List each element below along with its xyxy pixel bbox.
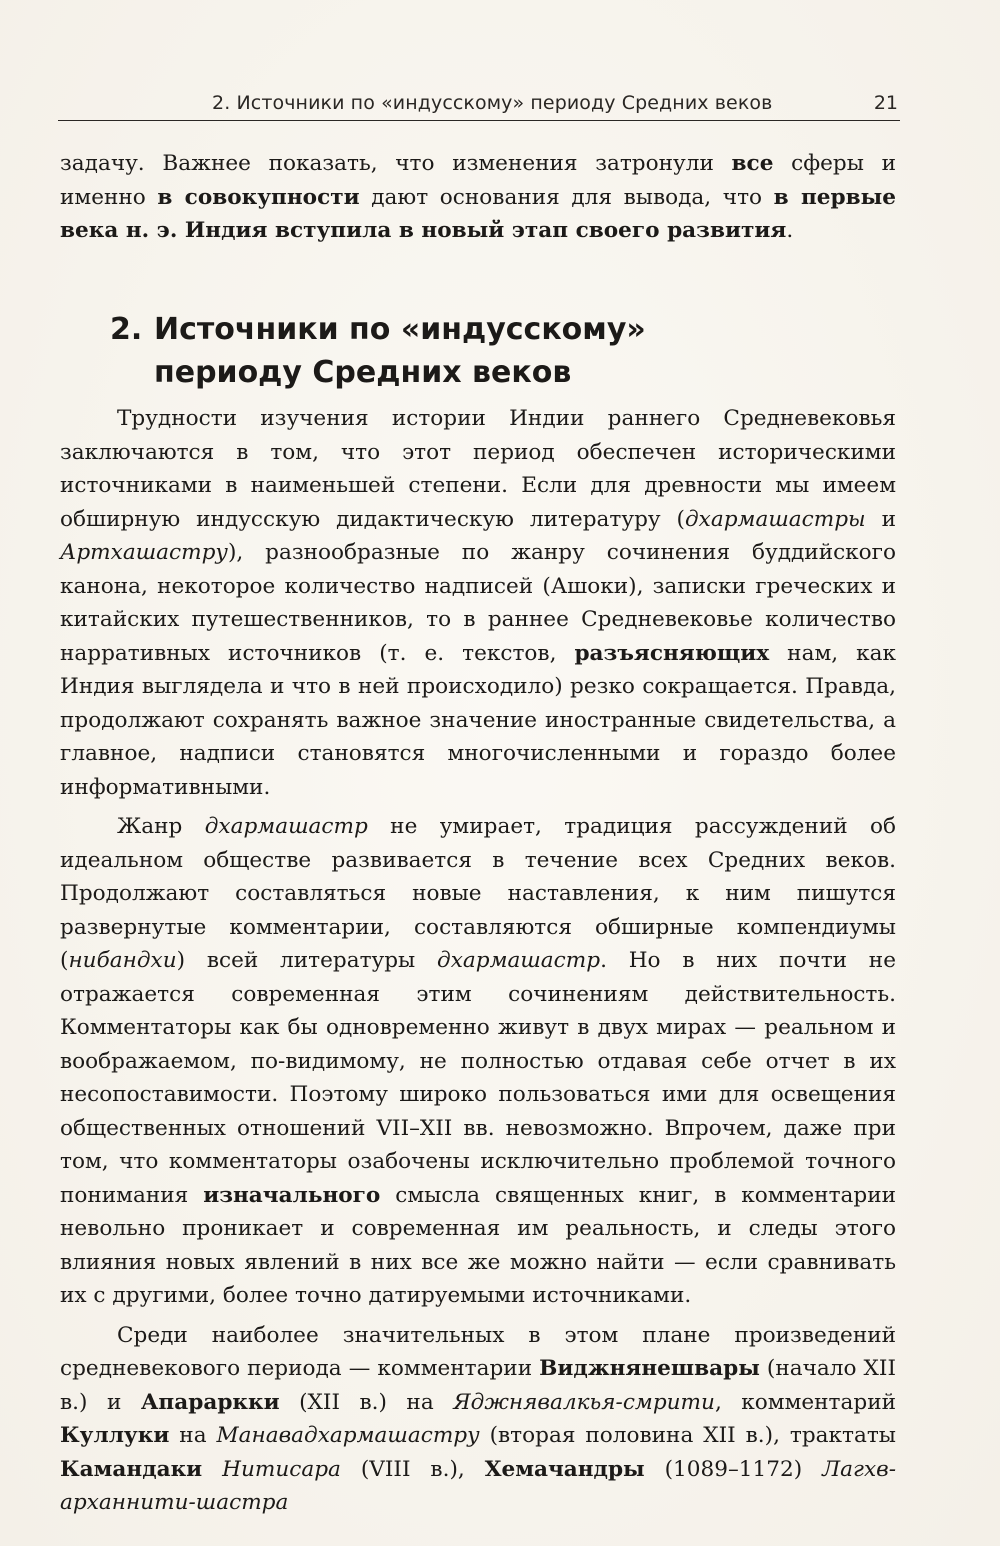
bold-term: Куллуки (60, 1423, 170, 1448)
lead-paragraph-block (60, 147, 896, 248)
paragraph-2 (60, 810, 896, 1313)
italic-term: нибандхи (68, 948, 177, 973)
section-heading (110, 308, 810, 394)
section-body (60, 402, 896, 1520)
italic-term: Артхашастру (60, 540, 228, 565)
text-run: ), разнообразные по жанру сочинения буддийского канона, некоторое количество надписей (Ашоки), записки греческих и китайских путешественников, то в раннее Средневековье количество нарративных источников (т. е. текстов, (60, 540, 896, 666)
text-run: (начало XII в.) и (60, 1356, 896, 1415)
paragraph-1 (60, 402, 896, 804)
italic-term: Манавадхармашастру (216, 1423, 480, 1448)
italic-term: дхармашастры (684, 506, 866, 532)
text-run: Трудности изучения истории Индии раннего Средневековья заключаются в том, что этот период обеспечен историческими источниками в наименьшей степени. Если для древности мы имеем обширную индусскую дидактическую литературу ( (60, 406, 896, 532)
page-number: 21 (873, 92, 898, 114)
text-run: , комментарий (714, 1389, 896, 1415)
bold-term: Виджнянешвары (539, 1356, 760, 1381)
paragraph-3 (60, 1319, 896, 1520)
section-number: 2. (110, 312, 143, 347)
text-run: (VIII в.), (340, 1456, 485, 1482)
bold-term: разъясняющих (574, 640, 770, 666)
section-title-line-2: периоду Средних веков (154, 355, 572, 390)
italic-term: дхармашастр (437, 948, 601, 973)
text-run: Среди наиболее значительных в этом плане произведений средневекового периода — комментарии (60, 1322, 896, 1381)
text-run: дают основания для вывода, что (359, 184, 774, 210)
text-run: задачу. Важнее показать, что изменения затронули (60, 151, 732, 176)
text-run: на (169, 1423, 217, 1448)
text-run: и (865, 506, 896, 532)
lead-paragraph (60, 147, 896, 248)
italic-term: дхармашастр (204, 814, 368, 839)
bold-term: все (731, 151, 774, 176)
text-run: сферы и именно (60, 151, 896, 210)
bold-term: в первые века н. э. Индия вступила в новый этап своего развития (60, 184, 896, 243)
text-run: нам, как Индия выглядела и что в ней происходило) резко сокращается. Правда, продолжают сохранять важное значение иностранные свидетельства, а главное, надписи становятся многочисленными и гораздо более информативными. (60, 640, 896, 800)
italic-term: Яджнявалкья-смрити (453, 1389, 715, 1415)
text-run: смысла священных книг, в комментарии невольно проникает и современная им реальность, и следы этого влияния новых явлений в них все же можно найти — если сравнивать их с другими, более точно датируемыми источниками. (60, 1182, 896, 1308)
running-head-title: 2. Источники по «индусскому» периоду Средних веков (212, 92, 773, 114)
text-run: (вторая половина XII в.), трактаты (479, 1423, 896, 1448)
bold-term: в совокупности (157, 184, 360, 210)
text-run: (1089–1172) (644, 1456, 823, 1482)
text-run: Жанр (117, 814, 205, 839)
italic-term: Нитисара (222, 1456, 341, 1482)
bold-term: Апараркки (140, 1389, 280, 1415)
text-run: . (786, 218, 794, 243)
text-run (202, 1457, 222, 1482)
bold-term: изначального (203, 1182, 381, 1208)
text-run: . Но в них почти не отражается современная этим сочинениям действительность. Комментаторы как бы одновременно живут в двух мирах — реальном и воображаемом, по-видимому, не полностью отдавая себе отчет в их несопоставимости. Поэтому широко пользоваться ими для освещения общественных отношений VII–XII вв. невозможно. Впрочем, даже при том, что комментаторы озабочены исключительно проблемой точного понимания (60, 948, 896, 1208)
running-head (58, 92, 900, 121)
text-run: ) всей литературы (176, 948, 438, 973)
text-run: не умирает, традиция рассуждений об идеальном обществе развивается в течение всех Средних веков. Продолжают составляться новые наставления, к ним пишутся развернутые комментарии, составляются обширные компендиумы ( (60, 814, 896, 973)
italic-term: Лагхв-арханнити-шастра (60, 1456, 896, 1515)
bold-term: Камандаки (60, 1456, 203, 1482)
bold-term: Хемачандры (484, 1456, 645, 1482)
text-run: (XII в.) на (279, 1389, 454, 1415)
section-title-line-1: Источники по «индусскому» (154, 312, 646, 347)
